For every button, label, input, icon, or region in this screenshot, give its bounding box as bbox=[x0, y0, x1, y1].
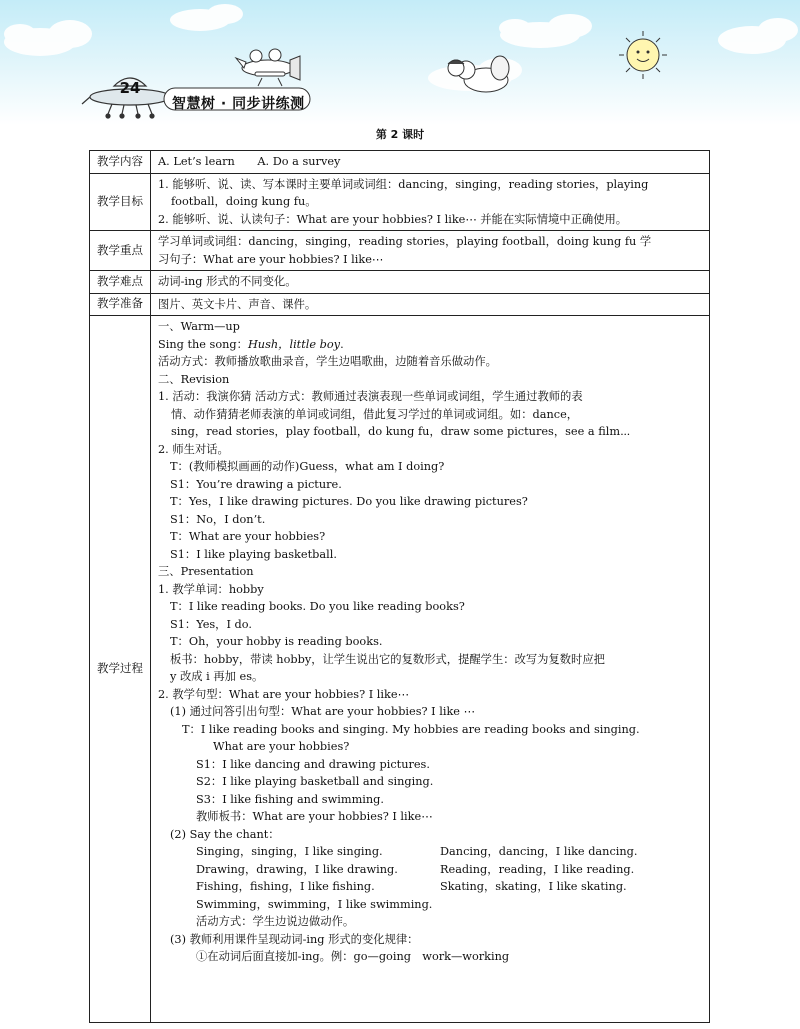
dialog-line: T：(教师模拟画画的动作)Guess，what am I doing? bbox=[170, 460, 445, 473]
rule-line: ①在动词后面直接加-ing。例：go—going work—working bbox=[196, 950, 510, 963]
label-process: 教学过程 bbox=[90, 316, 151, 1023]
cloud-upper bbox=[170, 4, 243, 31]
series-title: 智慧树 · 同步讲练测 bbox=[172, 96, 305, 112]
sentence-line: S3：I like fishing and swimming. bbox=[196, 792, 384, 806]
sun-icon bbox=[619, 31, 667, 79]
words-line: S1：Yes，I do. bbox=[170, 617, 252, 631]
chant-line: Reading，reading，I like reading. bbox=[440, 862, 635, 876]
dialog-line: T：Yes，I like drawing pictures. Do you like drawing pictures? bbox=[170, 495, 528, 508]
sentence-line: T：I like reading books and singing. My hobbies are reading books and singing. bbox=[182, 722, 640, 736]
cloud-right bbox=[718, 18, 798, 54]
section-title: 二、Revision bbox=[158, 372, 230, 386]
label-content: 教学内容 bbox=[90, 151, 151, 174]
row-difficulties bbox=[90, 271, 710, 294]
words-line: y 改成 i 再加 es。 bbox=[170, 670, 264, 683]
lesson-title: 第 2 课时 bbox=[375, 128, 425, 141]
header-banner bbox=[0, 0, 800, 125]
words-line: T：Oh，your hobby is reading books. bbox=[170, 635, 383, 648]
label-difficulties: 教学难点 bbox=[90, 271, 151, 294]
words-line: 板书：hobby，带读 hobby，让学生说出它的复数形式，提醒学生：改写为复数时应把 bbox=[170, 652, 605, 666]
dialog-line: S1：No，I don’t. bbox=[170, 512, 266, 526]
song-title: Hush，little boy bbox=[247, 337, 341, 351]
dialog-line: S1：I like playing basketball. bbox=[170, 547, 337, 561]
chant-line: Swimming，swimming，I like swimming. bbox=[196, 897, 433, 911]
row-content bbox=[90, 151, 710, 174]
key-point-line: 学习单词或词组：dancing，singing，reading stories，playing football，doing kung fu 学 bbox=[158, 235, 652, 248]
revision-line: 2. 师生对话。 bbox=[158, 442, 229, 456]
row-preparation bbox=[90, 293, 710, 316]
row-goals bbox=[90, 173, 710, 231]
sentence-line: S1：I like dancing and drawing pictures. bbox=[196, 757, 430, 771]
cloud-mid bbox=[499, 14, 592, 48]
chant-row bbox=[158, 861, 703, 879]
chant-row bbox=[158, 843, 703, 861]
revision-line: 1. 活动：我演你猜 活动方式：教师通过表演表现一些单词或词组，学生通过教师的表 bbox=[158, 390, 583, 403]
row-key-points bbox=[90, 231, 710, 271]
process-content bbox=[151, 316, 710, 1023]
chant-line: Drawing，drawing，I like drawing. bbox=[196, 862, 398, 876]
chant-line: Singing，singing，I like singing. bbox=[196, 845, 383, 858]
song-line bbox=[158, 336, 703, 354]
activity-line: 活动方式：教师播放歌曲录音，学生边唱歌曲，边随着音乐做动作。 bbox=[158, 355, 497, 368]
sentence-line: What are your hobbies? bbox=[213, 740, 350, 753]
goal-line: 1. 能够听、说、读、写本课时主要单词或词组：dancing，singing，reading stories，playing bbox=[158, 177, 649, 191]
song-suffix: . bbox=[340, 337, 344, 351]
page-number: 24 bbox=[119, 79, 141, 97]
sentence-line: (1) 通过问答引出句型：What are your hobbies? I like ⋯ bbox=[170, 705, 475, 718]
sentence-line: 教师板书：What are your hobbies? I like⋯ bbox=[196, 810, 433, 823]
cloud-left bbox=[4, 20, 92, 56]
chant-line: Dancing，dancing，I like dancing. bbox=[440, 845, 638, 858]
preparation-text: 图片、英文卡片、声音、课件。 bbox=[158, 297, 317, 311]
words-line: 1. 教学单词：hobby bbox=[158, 582, 264, 596]
chant-row bbox=[158, 878, 703, 896]
chant-title: (2) Say the chant： bbox=[170, 827, 280, 841]
label-key-points: 教学重点 bbox=[90, 231, 151, 271]
row-process bbox=[90, 316, 710, 1023]
sentence-line: 2. 教学句型：What are your hobbies? I like⋯ bbox=[158, 687, 409, 701]
goal-line: football，doing kung fu。 bbox=[171, 195, 317, 208]
revision-line: 情、动作猜猜老师表演的单词或词组，借此复习学过的单词或词组。如：dance， bbox=[171, 407, 579, 421]
dialog-line: S1：You’re drawing a picture. bbox=[170, 477, 342, 491]
airplane-icon bbox=[236, 49, 300, 86]
label-goals: 教学目标 bbox=[90, 173, 151, 231]
activity-line: 活动方式：学生边说边做动作。 bbox=[196, 915, 355, 928]
revision-line: sing，read stories，play football，do kung fu，draw some pictures，see a film⋯ bbox=[171, 425, 631, 438]
key-point-line: 习句子：What are your hobbies? I like⋯ bbox=[158, 252, 384, 266]
lesson-plan-table bbox=[89, 150, 710, 1023]
section-title: 一、Warm—up bbox=[158, 320, 240, 333]
rule-title: (3) 教师利用课件呈现动词-ing 形式的变化规律： bbox=[170, 932, 419, 946]
words-line: T：I like reading books. Do you like reading books? bbox=[170, 600, 465, 613]
chant-line: Fishing，fishing，I like fishing. bbox=[196, 880, 375, 893]
song-prefix: Sing the song： bbox=[158, 337, 248, 351]
sentence-line: S2：I like playing basketball and singing. bbox=[196, 775, 434, 788]
difficulty-text: 动词-ing 形式的不同变化。 bbox=[158, 275, 297, 288]
goal-line: 2. 能够听、说、认读句子：What are your hobbies? I like⋯ 并能在实际情境中正确使用。 bbox=[158, 212, 628, 226]
chant-line: Skating，skating，I like skating. bbox=[440, 880, 627, 893]
section-title: 三、Presentation bbox=[158, 565, 254, 578]
content-text: A. Let’s learn A. Do a survey bbox=[158, 155, 341, 168]
banner-art bbox=[0, 0, 800, 125]
label-preparation: 教学准备 bbox=[90, 293, 151, 316]
dialog-line: T：What are your hobbies? bbox=[170, 530, 326, 543]
